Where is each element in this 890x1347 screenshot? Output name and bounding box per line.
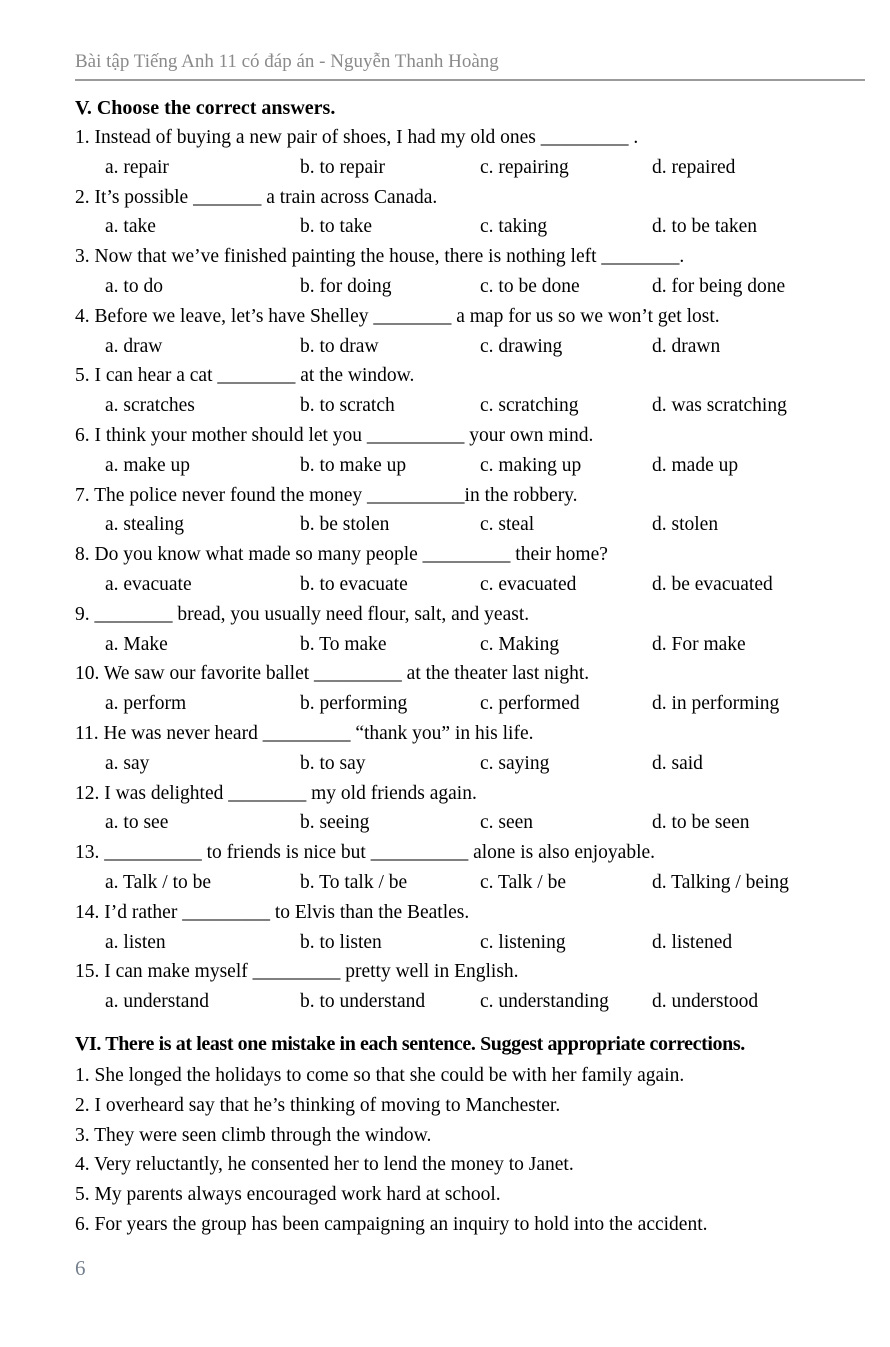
sentence-1: 1. She longed the holidays to come so that she could be with her family again. (75, 1064, 685, 1086)
question-text: 2. It’s possible _______ a train across Canada. (75, 186, 438, 208)
option-a: a. Talk / to be (105, 871, 212, 893)
option-b: b. to take (300, 216, 373, 238)
question-text: 15. I can make myself _________ pretty well in English. (75, 961, 519, 983)
options-row (75, 630, 865, 660)
options-row (75, 928, 865, 958)
question-9 (75, 600, 865, 660)
question-14 (75, 898, 865, 958)
option-a: a. make up (105, 454, 191, 476)
option-a: a. take (105, 216, 156, 238)
options-row (75, 570, 865, 600)
option-b: b. performing (300, 693, 408, 715)
option-c: c. performed (480, 693, 580, 715)
option-d: d. listened (652, 931, 733, 953)
option-a: a. to do (105, 275, 163, 297)
option-b: b. to evacuate (300, 573, 408, 595)
question-text: 14. I’d rather _________ to Elvis than the Beatles. (75, 901, 470, 923)
option-a: a. understand (105, 991, 209, 1013)
option-a: a. listen (105, 931, 166, 953)
option-d: d. For make (652, 633, 746, 655)
page-number: 6 (75, 1255, 86, 1280)
question-1 (75, 123, 865, 183)
sentence-6: 6. For years the group has been campaigning an inquiry to hold into the accident. (75, 1213, 708, 1235)
question-text: 11. He was never heard _________ “thank you” in his life. (75, 722, 534, 744)
options-row (75, 808, 865, 838)
option-d: d. in performing (652, 693, 780, 715)
option-a: a. evacuate (105, 573, 192, 595)
option-d: d. made up (652, 454, 739, 476)
option-a: a. scratches (105, 395, 195, 417)
option-c: c. repairing (480, 156, 569, 178)
section-v-title: V. Choose the correct answers. (75, 97, 336, 119)
option-b: b. to listen (300, 931, 382, 953)
options-row (75, 510, 865, 540)
section-v-questions (75, 123, 865, 1017)
option-a: a. perform (105, 693, 187, 715)
option-c: c. scratching (480, 395, 579, 417)
option-a: a. stealing (105, 514, 185, 536)
options-row (75, 153, 865, 183)
option-d: d. understood (652, 991, 759, 1013)
question-12 (75, 779, 865, 839)
options-row (75, 749, 865, 779)
question-4 (75, 302, 865, 362)
options-row (75, 868, 865, 898)
question-text: 1. Instead of buying a new pair of shoes, I had my old ones _________ . (75, 127, 639, 148)
option-d: d. drawn (652, 335, 721, 357)
option-d: d. was scratching (652, 395, 787, 417)
option-d: d. for being done (652, 275, 786, 297)
option-d: d. to be taken (652, 216, 758, 238)
option-a: a. repair (105, 156, 169, 178)
option-c: c. understanding (480, 991, 609, 1013)
option-d: d. said (652, 752, 703, 774)
option-b: b. to scratch (300, 395, 395, 417)
option-c: c. making up (480, 454, 582, 476)
option-c: c. listening (480, 931, 566, 953)
question-7 (75, 481, 865, 541)
sentence-3: 3. They were seen climb through the window. (75, 1124, 432, 1146)
option-d: d. Talking / being (652, 871, 789, 893)
question-text: 9. ________ bread, you usually need flour, salt, and yeast. (75, 603, 530, 625)
question-3 (75, 242, 865, 302)
question-text: 4. Before we leave, let’s have Shelley ________ a map for us so we won’t get lost. (75, 305, 720, 327)
options-row (75, 391, 865, 421)
question-text: 8. Do you know what made so many people _________ their home? (75, 544, 608, 566)
question-13 (75, 838, 865, 898)
question-15 (75, 957, 865, 1017)
options-row (75, 332, 865, 362)
option-c: c. taking (480, 216, 548, 238)
question-text: 6. I think your mother should let you __________ your own mind. (75, 424, 594, 446)
option-c: c. Talk / be (480, 871, 566, 893)
question-2 (75, 183, 865, 243)
question-text: 12. I was delighted ________ my old friends again. (75, 782, 477, 804)
question-11 (75, 719, 865, 779)
option-a: a. say (105, 752, 150, 774)
question-text: 13. __________ to friends is nice but __________ alone is also enjoyable. (75, 842, 656, 864)
options-row (75, 212, 865, 242)
question-5 (75, 361, 865, 421)
option-b: b. to understand (300, 991, 426, 1013)
options-row (75, 451, 865, 481)
question-text: 3. Now that we’ve finished painting the house, there is nothing left ________. (75, 246, 685, 268)
question-6 (75, 421, 865, 481)
option-c: c. evacuated (480, 573, 577, 595)
option-c: c. saying (480, 752, 550, 774)
option-a: a. to see (105, 812, 169, 834)
option-b: b. seeing (300, 812, 370, 834)
section-vi-sentences (75, 1061, 865, 1240)
option-b: b. to make up (300, 454, 407, 476)
option-c: c. drawing (480, 335, 563, 357)
section-vi-title: VI. There is at least one mistake in each sentence. Suggest appropriate corrections. (75, 1032, 745, 1055)
option-b: b. To talk / be (300, 871, 408, 893)
option-b: b. to repair (300, 156, 386, 178)
option-b: b. be stolen (300, 514, 390, 536)
options-row (75, 689, 865, 719)
options-row (75, 272, 865, 302)
option-c: c. steal (480, 514, 535, 536)
question-text: 10. We saw our favorite ballet _________ at the theater last night. (75, 663, 590, 685)
option-d: d. to be seen (652, 812, 750, 834)
options-row (75, 987, 865, 1017)
option-c: c. to be done (480, 275, 580, 297)
question-text: 5. I can hear a cat ________ at the window. (75, 365, 415, 387)
option-c: c. seen (480, 812, 534, 834)
sentence-2: 2. I overheard say that he’s thinking of moving to Manchester. (75, 1094, 561, 1116)
question-text: 7. The police never found the money __________in the robbery. (75, 484, 578, 506)
option-b: b. to say (300, 752, 366, 774)
question-8 (75, 540, 865, 600)
option-c: c. Making (480, 633, 560, 655)
option-d: d. be evacuated (652, 573, 773, 595)
question-10 (75, 659, 865, 719)
sentence-4: 4. Very reluctantly, he consented her to lend the money to Janet. (75, 1154, 574, 1176)
document-header: Bài tập Tiếng Anh 11 có đáp án - Nguyễn Thanh Hoàng (75, 50, 865, 81)
sentence-5: 5. My parents always encouraged work hard at school. (75, 1184, 501, 1206)
option-b: b. for doing (300, 275, 392, 297)
option-a: a. draw (105, 335, 163, 357)
option-d: d. stolen (652, 514, 719, 536)
option-a: a. Make (105, 633, 168, 655)
option-d: d. repaired (652, 156, 736, 178)
option-b: b. To make (300, 633, 387, 655)
option-b: b. to draw (300, 335, 379, 357)
